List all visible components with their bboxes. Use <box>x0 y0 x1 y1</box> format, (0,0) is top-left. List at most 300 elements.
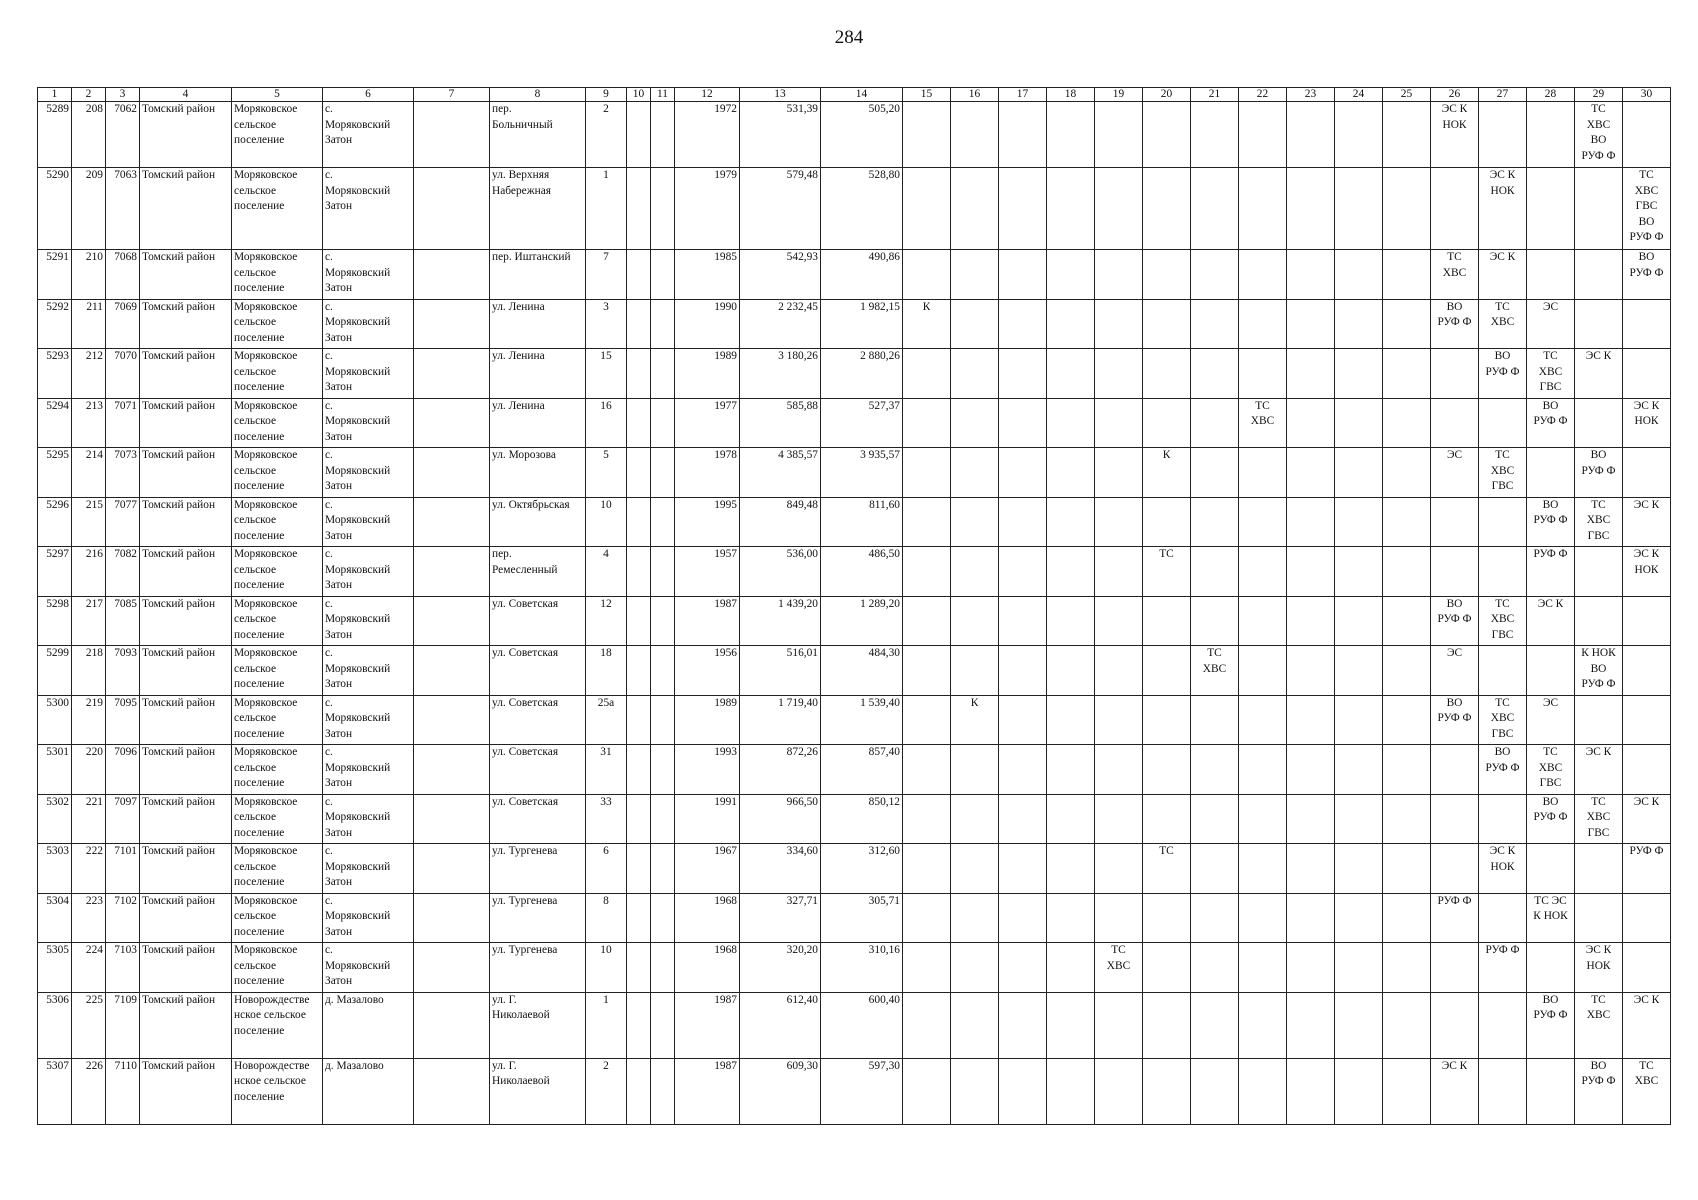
table-cell: 214 <box>72 448 106 498</box>
table-cell: 12 <box>586 596 627 646</box>
table-cell <box>903 943 951 993</box>
table-cell: ул. Морозова <box>490 448 586 498</box>
table-cell: ВО РУФ Ф <box>1431 299 1479 349</box>
table-cell: ул. Тургенева <box>490 943 586 993</box>
column-header: 13 <box>740 88 821 102</box>
table-cell: ТС ХВС <box>1575 992 1623 1058</box>
table-cell <box>627 168 651 250</box>
table-cell: Томский район <box>140 102 232 168</box>
table-cell: ВО РУФ Ф <box>1479 745 1527 795</box>
table-cell: с. Моряковский Затон <box>323 943 414 993</box>
table-cell <box>651 102 675 168</box>
table-cell: ВО РУФ Ф <box>1431 695 1479 745</box>
column-header: 7 <box>414 88 490 102</box>
table-cell <box>1047 497 1095 547</box>
table-cell <box>414 299 490 349</box>
table-cell: 1993 <box>675 745 740 795</box>
table-cell <box>1239 448 1287 498</box>
table-cell <box>414 349 490 399</box>
table-cell: 7069 <box>106 299 140 349</box>
table-cell <box>951 299 999 349</box>
table-cell: 217 <box>72 596 106 646</box>
table-cell: Томский район <box>140 992 232 1058</box>
table-cell: 7101 <box>106 844 140 894</box>
table-cell <box>999 168 1047 250</box>
table-cell: 7077 <box>106 497 140 547</box>
table-cell <box>1479 547 1527 597</box>
table-cell <box>1383 102 1431 168</box>
registry-table <box>37 87 1671 1125</box>
table-cell: 320,20 <box>740 943 821 993</box>
table-row <box>38 695 1671 745</box>
table-cell: 5292 <box>38 299 72 349</box>
table-cell <box>651 893 675 943</box>
table-cell <box>1623 943 1671 993</box>
table-cell: 221 <box>72 794 106 844</box>
table-cell <box>1575 250 1623 300</box>
table-cell <box>1047 745 1095 795</box>
table-cell <box>999 497 1047 547</box>
table-cell <box>1479 794 1527 844</box>
table-cell <box>1239 596 1287 646</box>
column-header: 29 <box>1575 88 1623 102</box>
table-cell: 1977 <box>675 398 740 448</box>
table-cell: 5297 <box>38 547 72 597</box>
table-cell <box>1143 646 1191 696</box>
table-cell <box>1335 943 1383 993</box>
table-cell <box>1047 695 1095 745</box>
table-cell: 1972 <box>675 102 740 168</box>
table-cell <box>1191 448 1239 498</box>
table-cell <box>1047 893 1095 943</box>
table-cell: 224 <box>72 943 106 993</box>
table-cell <box>627 893 651 943</box>
table-cell <box>1383 168 1431 250</box>
table-cell: 7097 <box>106 794 140 844</box>
table-cell <box>1575 547 1623 597</box>
table-cell <box>999 448 1047 498</box>
column-header: 19 <box>1095 88 1143 102</box>
table-cell: Новорождестве нское сельское поселение <box>232 992 323 1058</box>
table-cell: 7068 <box>106 250 140 300</box>
table-cell: 210 <box>72 250 106 300</box>
table-cell: ул. Тургенева <box>490 844 586 894</box>
table-cell: РУФ Ф <box>1527 547 1575 597</box>
table-cell: 1968 <box>675 943 740 993</box>
table-cell <box>1191 893 1239 943</box>
table-cell <box>651 250 675 300</box>
column-header: 26 <box>1431 88 1479 102</box>
table-cell <box>1191 794 1239 844</box>
table-cell: с. Моряковский Затон <box>323 398 414 448</box>
table-cell <box>627 1058 651 1124</box>
table-cell <box>1479 893 1527 943</box>
table-cell <box>1239 102 1287 168</box>
table-cell <box>1383 547 1431 597</box>
table-cell: ЭС К НОК <box>1479 844 1527 894</box>
table-cell <box>1527 168 1575 250</box>
table-cell: 5304 <box>38 893 72 943</box>
table-cell: 5303 <box>38 844 72 894</box>
table-cell <box>1047 250 1095 300</box>
table-cell: Моряковское сельское поселение <box>232 250 323 300</box>
table-cell: ВО РУФ Ф <box>1575 448 1623 498</box>
table-cell <box>1623 349 1671 399</box>
table-cell <box>1191 992 1239 1058</box>
table-cell: К <box>951 695 999 745</box>
table-cell <box>1335 349 1383 399</box>
table-cell: 223 <box>72 893 106 943</box>
column-header: 24 <box>1335 88 1383 102</box>
table-cell <box>1575 168 1623 250</box>
table-cell <box>1287 398 1335 448</box>
table-cell <box>1143 695 1191 745</box>
table-cell <box>951 1058 999 1124</box>
table-cell: ЭС К <box>1527 596 1575 646</box>
table-cell: 1967 <box>675 844 740 894</box>
table-cell: ТС ХВС ГВС ВО РУФ Ф <box>1623 168 1671 250</box>
table-cell: 1 539,40 <box>821 695 903 745</box>
table-cell <box>1239 349 1287 399</box>
table-cell: 7071 <box>106 398 140 448</box>
table-cell: ВО РУФ Ф <box>1575 1058 1623 1124</box>
table-cell <box>627 250 651 300</box>
table-cell: Моряковское сельское поселение <box>232 102 323 168</box>
table-cell: пер. Ремесленный <box>490 547 586 597</box>
table-cell <box>1431 992 1479 1058</box>
table-cell <box>1335 596 1383 646</box>
table-cell: пер. Больничный <box>490 102 586 168</box>
table-cell: ул. Советская <box>490 646 586 696</box>
table-cell <box>951 102 999 168</box>
table-cell <box>1143 299 1191 349</box>
table-cell <box>903 844 951 894</box>
table-cell: 1989 <box>675 695 740 745</box>
table-cell: 16 <box>586 398 627 448</box>
table-cell <box>414 398 490 448</box>
table-cell: с. Моряковский Затон <box>323 745 414 795</box>
table-cell: 5302 <box>38 794 72 844</box>
table-cell <box>951 844 999 894</box>
column-header: 2 <box>72 88 106 102</box>
table-cell <box>1047 943 1095 993</box>
table-cell <box>1287 646 1335 696</box>
table-cell <box>903 1058 951 1124</box>
table-cell: 218 <box>72 646 106 696</box>
table-cell: 5291 <box>38 250 72 300</box>
table-cell: 7095 <box>106 695 140 745</box>
table-cell <box>414 992 490 1058</box>
table-row <box>38 547 1671 597</box>
table-cell: 1 719,40 <box>740 695 821 745</box>
table-cell: 4 385,57 <box>740 448 821 498</box>
table-cell: Томский район <box>140 398 232 448</box>
table-cell: 872,26 <box>740 745 821 795</box>
table-cell: Томский район <box>140 299 232 349</box>
table-cell <box>1383 893 1431 943</box>
column-header: 12 <box>675 88 740 102</box>
table-cell <box>627 844 651 894</box>
table-cell <box>951 992 999 1058</box>
table-cell <box>1383 745 1431 795</box>
table-cell: ЭС К НОК <box>1623 547 1671 597</box>
table-cell <box>1239 299 1287 349</box>
table-cell <box>951 168 999 250</box>
table-cell <box>1239 547 1287 597</box>
table-cell: 208 <box>72 102 106 168</box>
table-cell: Моряковское сельское поселение <box>232 794 323 844</box>
table-cell: ул. Ленина <box>490 299 586 349</box>
table-cell: 2 <box>586 1058 627 1124</box>
table-cell: 5296 <box>38 497 72 547</box>
table-cell: 310,16 <box>821 943 903 993</box>
table-cell <box>999 844 1047 894</box>
table-cell: ТС ХВС <box>1095 943 1143 993</box>
table-cell: 7093 <box>106 646 140 696</box>
table-cell <box>1095 1058 1143 1124</box>
table-cell <box>1575 844 1623 894</box>
table-cell: 10 <box>586 943 627 993</box>
table-cell <box>1479 646 1527 696</box>
table-cell <box>1383 596 1431 646</box>
table-cell: Томский район <box>140 497 232 547</box>
table-cell: ТС <box>1143 547 1191 597</box>
table-cell <box>1287 695 1335 745</box>
table-cell <box>1095 398 1143 448</box>
column-header: 11 <box>651 88 675 102</box>
table-cell: 527,37 <box>821 398 903 448</box>
table-cell <box>1143 250 1191 300</box>
table-cell <box>651 992 675 1058</box>
table-cell <box>1575 893 1623 943</box>
table-cell: 2 880,26 <box>821 349 903 399</box>
table-cell <box>999 794 1047 844</box>
table-cell: с. Моряковский Затон <box>323 794 414 844</box>
table-cell <box>951 893 999 943</box>
column-header: 28 <box>1527 88 1575 102</box>
table-row <box>38 497 1671 547</box>
table-cell: 1979 <box>675 168 740 250</box>
table-cell: 7073 <box>106 448 140 498</box>
table-cell: Томский район <box>140 596 232 646</box>
table-cell <box>651 646 675 696</box>
table-cell <box>1239 695 1287 745</box>
table-row <box>38 596 1671 646</box>
table-cell: Моряковское сельское поселение <box>232 448 323 498</box>
table-cell <box>1575 398 1623 448</box>
table-cell <box>1047 349 1095 399</box>
table-cell: 542,93 <box>740 250 821 300</box>
table-cell <box>1239 745 1287 795</box>
table-cell: 7 <box>586 250 627 300</box>
table-cell: Томский район <box>140 250 232 300</box>
table-cell <box>414 448 490 498</box>
table-cell: 1 <box>586 992 627 1058</box>
table-cell: 585,88 <box>740 398 821 448</box>
table-cell: ул. Советская <box>490 794 586 844</box>
table-cell <box>627 646 651 696</box>
table-cell: с. Моряковский Затон <box>323 250 414 300</box>
table-cell: с. Моряковский Затон <box>323 646 414 696</box>
table-cell <box>1623 102 1671 168</box>
table-cell: 7063 <box>106 168 140 250</box>
table-cell <box>1143 794 1191 844</box>
table-cell: 849,48 <box>740 497 821 547</box>
table-cell <box>1335 1058 1383 1124</box>
table-cell <box>1095 992 1143 1058</box>
table-cell <box>1095 299 1143 349</box>
table-cell <box>999 398 1047 448</box>
table-cell <box>1383 992 1431 1058</box>
table-cell <box>1479 1058 1527 1124</box>
table-cell: 220 <box>72 745 106 795</box>
table-cell <box>1335 893 1383 943</box>
table-cell <box>1287 102 1335 168</box>
table-cell: ТС ХВС ГВС <box>1479 695 1527 745</box>
column-header: 18 <box>1047 88 1095 102</box>
table-cell <box>1527 250 1575 300</box>
table-cell: 1957 <box>675 547 740 597</box>
table-cell <box>1383 299 1431 349</box>
table-cell <box>1047 547 1095 597</box>
table-cell <box>1383 250 1431 300</box>
table-cell <box>414 497 490 547</box>
column-header: 1 <box>38 88 72 102</box>
table-cell: ТС ХВС ГВС <box>1575 794 1623 844</box>
table-row <box>38 794 1671 844</box>
table-cell: 212 <box>72 349 106 399</box>
table-cell: 1987 <box>675 596 740 646</box>
table-cell <box>903 448 951 498</box>
table-cell: ТС ХВС ГВС <box>1527 745 1575 795</box>
table-cell: Томский район <box>140 547 232 597</box>
table-cell <box>1143 992 1191 1058</box>
table-cell: с. Моряковский Затон <box>323 299 414 349</box>
table-cell: 215 <box>72 497 106 547</box>
table-cell <box>999 349 1047 399</box>
table-cell: ВО РУФ Ф <box>1527 992 1575 1058</box>
column-header: 3 <box>106 88 140 102</box>
table-cell: Томский район <box>140 844 232 894</box>
table-cell: 327,71 <box>740 893 821 943</box>
table-cell <box>1143 1058 1191 1124</box>
table-cell: Моряковское сельское поселение <box>232 349 323 399</box>
column-header: 20 <box>1143 88 1191 102</box>
table-cell <box>1527 448 1575 498</box>
table-cell <box>651 398 675 448</box>
table-cell: 5290 <box>38 168 72 250</box>
table-cell: ЭС <box>1527 299 1575 349</box>
table-cell <box>1287 794 1335 844</box>
table-cell: РУФ Ф <box>1479 943 1527 993</box>
table-cell: 213 <box>72 398 106 448</box>
table-cell <box>1335 250 1383 300</box>
table-cell <box>1047 992 1095 1058</box>
table-cell <box>999 646 1047 696</box>
table-cell <box>951 349 999 399</box>
table-cell: Моряковское сельское поселение <box>232 547 323 597</box>
table-cell: ТС ХВС <box>1431 250 1479 300</box>
table-cell <box>1047 794 1095 844</box>
table-cell <box>414 250 490 300</box>
table-cell <box>903 102 951 168</box>
table-cell: 2 <box>586 102 627 168</box>
table-row <box>38 448 1671 498</box>
table-cell <box>651 497 675 547</box>
table-cell <box>999 299 1047 349</box>
table-cell <box>1239 943 1287 993</box>
table-cell <box>651 844 675 894</box>
table-cell <box>627 448 651 498</box>
table-cell: ул. Г. Николаевой <box>490 992 586 1058</box>
table-cell: с. Моряковский Затон <box>323 102 414 168</box>
table-cell <box>627 943 651 993</box>
table-cell: ул. Верхняя Набережная <box>490 168 586 250</box>
table-cell <box>1095 448 1143 498</box>
column-header: 23 <box>1287 88 1335 102</box>
table-cell <box>1623 745 1671 795</box>
table-cell <box>903 596 951 646</box>
table-cell <box>414 695 490 745</box>
table-cell: 31 <box>586 745 627 795</box>
table-row <box>38 893 1671 943</box>
table-cell <box>1239 794 1287 844</box>
table-cell: ЭС К <box>1575 349 1623 399</box>
table-cell <box>1575 299 1623 349</box>
table-cell: ЭС К <box>1431 1058 1479 1124</box>
table-cell: 5306 <box>38 992 72 1058</box>
table-cell <box>1383 497 1431 547</box>
table-cell <box>951 497 999 547</box>
table-cell: ТС ХВС ГВС <box>1479 448 1527 498</box>
table-cell <box>1623 695 1671 745</box>
table-cell: 579,48 <box>740 168 821 250</box>
table-cell: К <box>1143 448 1191 498</box>
table-cell: 850,12 <box>821 794 903 844</box>
table-cell <box>1383 1058 1431 1124</box>
table-cell: ТС <box>1143 844 1191 894</box>
page-number: 284 <box>834 27 864 48</box>
table-cell <box>951 646 999 696</box>
table-cell <box>1191 695 1239 745</box>
table-cell <box>1143 596 1191 646</box>
table-cell <box>1191 349 1239 399</box>
table-cell <box>1287 1058 1335 1124</box>
table-cell: Томский район <box>140 1058 232 1124</box>
table-cell: Моряковское сельское поселение <box>232 299 323 349</box>
table-cell <box>627 497 651 547</box>
table-cell: 10 <box>586 497 627 547</box>
table-cell <box>1431 168 1479 250</box>
table-cell <box>903 794 951 844</box>
table-cell: ул. Ленина <box>490 349 586 399</box>
table-cell: 5300 <box>38 695 72 745</box>
table-cell <box>1095 695 1143 745</box>
table-cell: 1 982,15 <box>821 299 903 349</box>
table-cell: 15 <box>586 349 627 399</box>
table-cell: 5298 <box>38 596 72 646</box>
table-cell: К НОК ВО РУФ Ф <box>1575 646 1623 696</box>
table-cell: 1 439,20 <box>740 596 821 646</box>
table-cell: ВО РУФ Ф <box>1527 398 1575 448</box>
table-cell: 5294 <box>38 398 72 448</box>
table-cell: 7110 <box>106 1058 140 1124</box>
table-cell <box>1095 168 1143 250</box>
table-cell: ЭС <box>1527 695 1575 745</box>
table-cell <box>1191 497 1239 547</box>
table-cell <box>1191 844 1239 894</box>
table-cell <box>1143 943 1191 993</box>
